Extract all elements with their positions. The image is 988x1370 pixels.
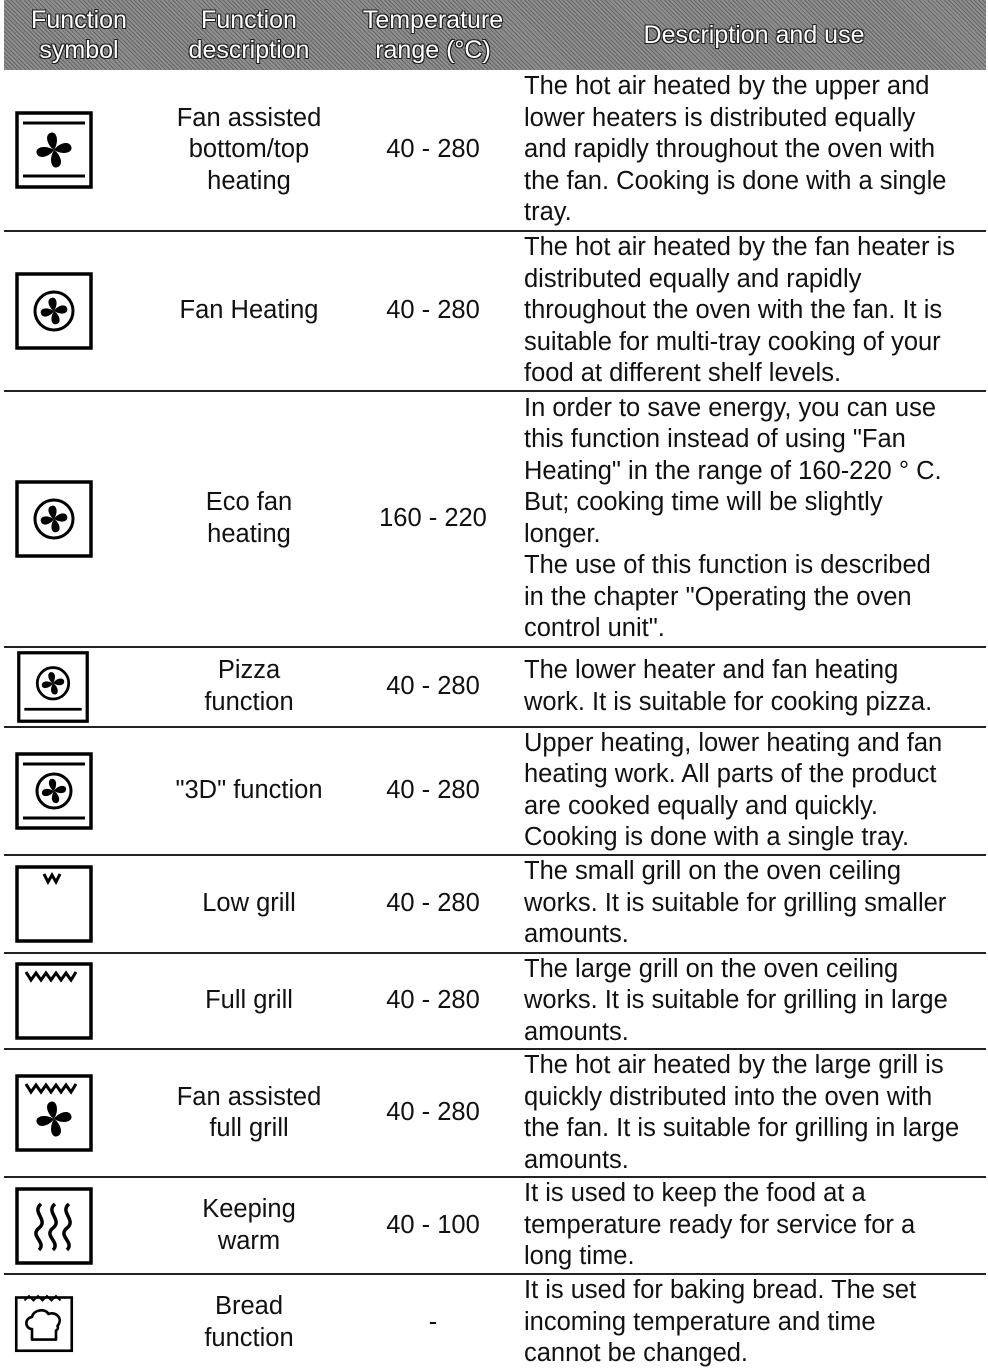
table-row xyxy=(4,1274,986,1370)
table-header xyxy=(4,0,986,70)
function-use-text: The hot air heated by the upper and lower heaters is distributed equally and rapidly throughout the oven with the fan. Cooking is done with a single tray. xyxy=(522,70,986,231)
table-row xyxy=(4,231,986,391)
temperature-range: - xyxy=(428,1307,438,1336)
oven-functions-table xyxy=(4,0,986,1370)
temperature-range: 40 - 280 xyxy=(344,727,522,855)
function-symbol-cell xyxy=(4,953,154,1050)
function-name: Fan Heating xyxy=(154,231,344,391)
table-row xyxy=(4,953,986,1050)
table-row xyxy=(4,1177,986,1274)
function-use-text: Upper heating, lower heating and fan heating work. All parts of the product are cooked equally and quickly. Cooking is done with a single tray. xyxy=(522,727,986,855)
function-use-text: The small grill on the oven ceiling works. It is suitable for grilling smaller amounts. xyxy=(522,855,986,953)
function-name: Pizza function xyxy=(154,647,344,727)
temperature-range: 40 - 280 xyxy=(344,953,522,1050)
bread-function-icon xyxy=(14,1282,74,1364)
header-function-description: Function description xyxy=(188,6,310,64)
function-use-text: The large grill on the oven ceiling works. It is suitable for grilling in large amounts. xyxy=(522,953,986,1050)
fan-assisted-full-grill-icon xyxy=(14,1073,94,1153)
function-symbol-cell xyxy=(4,70,154,231)
function-name: Full grill xyxy=(154,953,344,1050)
function-name: Bread function xyxy=(204,1292,294,1352)
function-symbol-cell xyxy=(4,1049,154,1177)
table-row xyxy=(4,391,986,647)
function-name: Fan assisted full grill xyxy=(154,1049,344,1177)
3d-function-icon xyxy=(14,751,94,831)
header-temperature-range: Temperature range (°C) xyxy=(362,6,504,64)
low-grill-icon xyxy=(14,864,94,944)
temperature-range: 40 - 280 xyxy=(344,1049,522,1177)
function-symbol-cell xyxy=(4,391,154,647)
temperature-range: 40 - 280 xyxy=(344,647,522,727)
function-use-text: It is used for baking bread. The set incoming temperature and time cannot be changed. xyxy=(524,1276,917,1368)
function-symbol-cell xyxy=(4,231,154,391)
function-symbol-cell xyxy=(4,1274,154,1370)
function-symbol-cell xyxy=(4,647,154,727)
temperature-range: 40 - 280 xyxy=(344,231,522,391)
temperature-range: 40 - 280 xyxy=(344,855,522,953)
fan-heating-icon xyxy=(14,271,94,351)
table-row xyxy=(4,70,986,231)
table-row xyxy=(4,1049,986,1177)
function-symbol-cell xyxy=(4,727,154,855)
function-name: "3D" function xyxy=(154,727,344,855)
function-use-text: The lower heater and fan heating work. It is suitable for cooking pizza. xyxy=(522,647,986,727)
table-row xyxy=(4,727,986,855)
function-symbol-cell xyxy=(4,1177,154,1274)
eco-fan-heating-icon xyxy=(14,479,94,559)
full-grill-icon xyxy=(14,961,94,1041)
table-row xyxy=(4,855,986,953)
keeping-warm-icon xyxy=(14,1185,94,1267)
function-name: Low grill xyxy=(154,855,344,953)
function-name: Keeping warm xyxy=(154,1177,344,1274)
function-use-text: It is used to keep the food at a temperature ready for service for a long time. xyxy=(522,1177,986,1274)
table-row xyxy=(4,647,986,727)
pizza-function-icon xyxy=(14,650,92,724)
header-description-and-use: Description and use xyxy=(643,21,865,49)
function-use-text: The hot air heated by the large grill is quickly distributed into the oven with the fan. It is suitable for grilling in large amounts. xyxy=(522,1049,986,1177)
function-name: Eco fan heating xyxy=(154,391,344,647)
function-use-text: The hot air heated by the fan heater is distributed equally and rapidly throughout the oven with the fan. It is suitable for multi-tray cooking of your food at different shelf levels. xyxy=(522,231,986,391)
temperature-range: 160 - 220 xyxy=(344,391,522,647)
header-row xyxy=(4,0,986,70)
header-function-symbol: Function symbol xyxy=(31,6,127,64)
temperature-range: 40 - 280 xyxy=(344,70,522,231)
temperature-range: 40 - 100 xyxy=(344,1177,522,1274)
fan-assisted-bottom-top-icon xyxy=(14,110,94,190)
function-name: Fan assisted bottom/top heating xyxy=(154,70,344,231)
function-symbol-cell xyxy=(4,855,154,953)
function-use-text: In order to save energy, you can use this function instead of using "Fan Heating" in the range of 160-220 ° C. But; cooking time will be slightly longer. The use of this function is described in the chapter "Operating the oven control unit". xyxy=(522,391,986,647)
